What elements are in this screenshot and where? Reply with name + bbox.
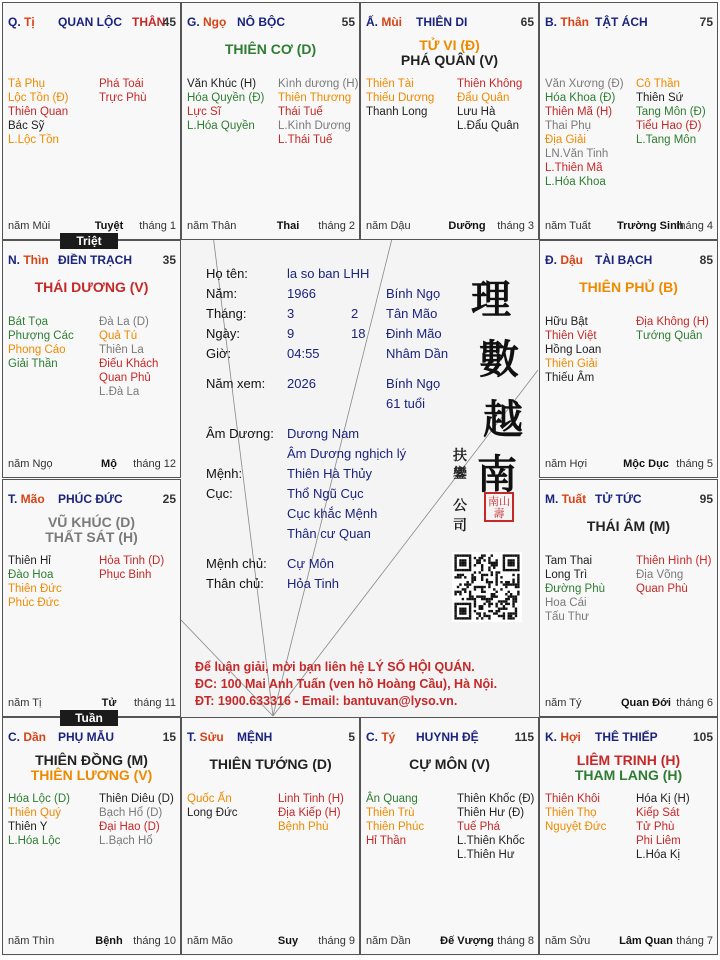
minor-star: Phong Cáo <box>8 344 66 356</box>
yin-yang-label: Âm Dương: <box>206 426 274 441</box>
palace-year: năm Tý <box>545 697 582 709</box>
small-calligraphy-1: 扶 <box>453 448 467 464</box>
palace-name: MỆNH <box>237 730 273 744</box>
palace-footer <box>366 220 534 234</box>
cuc-note-1: Cục khắc Mệnh <box>287 506 378 521</box>
minor-star: L.Hóa Khoa <box>545 176 606 188</box>
palace-month: tháng 5 <box>676 458 713 470</box>
palace-mui[interactable] <box>360 2 539 240</box>
year-value: 1966 <box>287 286 316 301</box>
palace-month: tháng 12 <box>133 458 176 470</box>
life-phase: Bệnh <box>95 935 123 947</box>
minor-star: Thiên Tài <box>366 78 414 90</box>
palace-year: năm Dậu <box>366 220 411 232</box>
star-column-right <box>457 792 534 862</box>
palace-month: tháng 11 <box>133 697 176 709</box>
month-canchi: Tân Mão <box>386 306 438 321</box>
minor-star: Kiếp Sát <box>636 807 680 819</box>
day-lunar: 18 <box>351 326 366 341</box>
palace-header <box>8 730 176 746</box>
minor-star: Bệnh Phù <box>278 821 329 833</box>
star-column-right <box>99 554 164 582</box>
main-star: THIÊN LƯƠNG (V) <box>30 767 153 783</box>
minor-star: L.Thiên Hư <box>457 849 515 861</box>
minor-star: Phi Liêm <box>636 835 681 847</box>
palace-name: ĐIỀN TRẠCH <box>58 253 132 267</box>
minor-star: Bác Sỹ <box>8 120 45 132</box>
month-value: 3 <box>287 306 295 321</box>
palace-age: 115 <box>514 730 534 744</box>
palace-name: PHỤ MẪU <box>58 730 114 744</box>
minor-star: Thiên Đức <box>8 583 62 595</box>
minor-star: L.Thiên Khốc <box>457 835 525 847</box>
palace-header <box>545 730 713 746</box>
minor-star: Thái Tuế <box>278 106 323 118</box>
cuc-note-2: Thân cư Quan <box>287 526 371 541</box>
minor-star: L.Kình Dương <box>278 120 351 132</box>
destiny-master-label: Mệnh chủ: <box>206 556 267 571</box>
minor-star: Đà La (D) <box>99 316 149 328</box>
palace-footer <box>545 220 713 234</box>
minor-star: L.Đà La <box>99 386 140 398</box>
minor-star: Phượng Các <box>8 330 74 342</box>
minor-star: L.Đẩu Quân <box>457 120 520 132</box>
day-label: Ngày: <box>206 326 240 341</box>
palace-position: Q. Tị <box>8 15 35 29</box>
palace-age: 25 <box>162 492 176 506</box>
minor-star: Hóa Kị (H) <box>636 793 690 805</box>
main-star: THAM LANG (H) <box>574 767 683 783</box>
star-column-left <box>8 792 70 848</box>
palace-age: 75 <box>699 15 713 29</box>
month-label: Tháng: <box>206 306 247 321</box>
palace-header <box>545 15 713 31</box>
palace-year: năm Ngọ <box>8 458 53 470</box>
minor-star: Điếu Khách <box>99 358 159 370</box>
palace-month: tháng 9 <box>318 935 355 947</box>
palace-month: tháng 10 <box>133 935 176 947</box>
palace-footer <box>187 220 355 234</box>
minor-star: Hỉ Thần <box>366 835 407 847</box>
minor-star: Thiên Diêu (D) <box>99 793 174 805</box>
body-master-value: Hỏa Tinh <box>287 576 340 591</box>
minor-star: Tam Thai <box>545 555 593 567</box>
calligraphy-char-1: 理 <box>471 276 511 323</box>
palace-year: năm Hợi <box>545 458 588 470</box>
minor-star: L.Thiên Mã <box>545 162 603 174</box>
palace-month: tháng 3 <box>497 220 534 232</box>
minor-star: L.Tang Môn <box>636 134 697 146</box>
star-column-left <box>187 792 238 820</box>
minor-star: Địa Giải <box>545 134 586 146</box>
star-column-right <box>278 77 358 147</box>
than-marker: THÂN <box>132 15 166 29</box>
palace-position: C. Dần <box>8 730 47 744</box>
main-star: TỬ VI (Đ) <box>419 37 480 53</box>
minor-star: Tang Môn (Đ) <box>636 106 706 118</box>
minor-star: Thiên Quan <box>8 106 69 118</box>
palace-name: NÔ BỘC <box>237 15 285 29</box>
palace-position: C. Tý <box>366 730 396 744</box>
minor-star: Tấu Thư <box>545 611 589 623</box>
star-column-right <box>99 315 158 399</box>
small-calligraphy-2: 鑾 <box>453 466 467 482</box>
palace-name: QUAN LỘC <box>58 15 122 29</box>
destiny-value: Thiên Hà Thủy <box>287 466 373 481</box>
qr-code-icon[interactable] <box>452 552 522 622</box>
minor-star: Thiên Mã (H) <box>545 106 613 118</box>
palace-year: năm Thìn <box>8 935 55 947</box>
minor-star: Tiểu Hao (Đ) <box>636 120 702 132</box>
palace-header <box>8 492 176 508</box>
minor-star: Bạch Hổ (D) <box>99 807 163 819</box>
star-column-left <box>545 77 624 189</box>
palace-ngo[interactable] <box>181 2 360 240</box>
palace-position: K. Hợi <box>545 730 581 744</box>
palace-footer <box>545 935 713 949</box>
palace-header <box>545 492 713 508</box>
palace-name: TỬ TỨC <box>595 492 642 506</box>
palace-year: năm Thân <box>187 220 237 232</box>
name-value: la so ban LHH <box>287 266 370 281</box>
palace-age: 35 <box>162 253 176 267</box>
minor-star: Thiên Y <box>8 821 48 833</box>
palace-header <box>8 253 176 269</box>
main-star: THÁI DƯƠNG (V) <box>34 279 149 295</box>
star-column-left <box>366 77 434 119</box>
minor-star: Địa Không (H) <box>636 316 709 328</box>
star-column-left <box>8 554 62 610</box>
palace-month: tháng 1 <box>139 220 176 232</box>
palace-footer <box>8 220 176 234</box>
palace-dau[interactable] <box>539 240 718 478</box>
minor-star: Hóa Lộc (D) <box>8 793 70 805</box>
palace-year: năm Tị <box>8 697 42 709</box>
life-phase: Suy <box>277 935 299 947</box>
life-phase: Mộ <box>101 458 117 470</box>
palace-age: 5 <box>348 730 355 744</box>
star-column-left <box>8 315 74 371</box>
palace-header <box>8 15 176 31</box>
palace-year: năm Sửu <box>545 935 591 947</box>
main-star: THIÊN TƯỚNG (D) <box>209 756 332 772</box>
minor-star: Thiên Việt <box>545 330 597 342</box>
star-column-left <box>187 77 264 133</box>
palace-mao[interactable] <box>2 479 181 717</box>
star-column-left <box>366 792 424 848</box>
main-star: THÁI ÂM (M) <box>586 518 671 534</box>
palace-month: tháng 6 <box>676 697 713 709</box>
palace-name: THIÊN DI <box>416 15 468 29</box>
minor-star: Thiếu Dương <box>366 92 435 104</box>
palace-position: M. Tuất <box>545 492 587 506</box>
minor-star: Cô Thần <box>636 78 680 90</box>
palace-position: N. Thìn <box>8 253 49 267</box>
contact-address: ĐC: 100 Mai Anh Tuấn (ven hồ Hoàng Cầu), Hà Nội. <box>195 677 498 691</box>
tuan-marker: Tuần <box>60 710 118 726</box>
minor-star: Hữu Bật <box>545 316 588 328</box>
star-column-right <box>636 792 690 862</box>
main-star: THIÊN ĐỒNG (M) <box>35 752 148 768</box>
minor-star: L.Thái Tuế <box>278 134 333 146</box>
palace-ty[interactable] <box>360 717 539 955</box>
life-phase: Mộc Dục <box>623 458 669 470</box>
minor-star: Đường Phù <box>545 583 605 595</box>
palace-age: 55 <box>341 15 355 29</box>
star-column-right <box>99 792 174 848</box>
day-value: 9 <box>287 326 295 341</box>
minor-star: Thanh Long <box>366 106 428 118</box>
life-phase: Tử <box>101 697 117 709</box>
minor-star: Linh Tinh (H) <box>278 793 344 805</box>
hour-label: Giờ: <box>206 346 232 361</box>
minor-star: Phúc Đức <box>8 597 60 609</box>
day-canchi: Đinh Mão <box>386 326 442 341</box>
palace-position: T. Mão <box>8 492 45 506</box>
minor-star: Quả Tú <box>99 330 138 342</box>
minor-star: Thiên Sứ <box>636 92 684 104</box>
star-column-left <box>545 315 601 385</box>
hour-canchi: Nhâm Dần <box>386 346 449 361</box>
contact-phone-email[interactable]: ĐT: 1900.633316 - Email: bantuvan@lyso.vn. <box>195 694 458 708</box>
palace-year: năm Mão <box>187 935 233 947</box>
destiny-label: Mệnh: <box>206 466 243 481</box>
life-phase: Quan Đới <box>621 697 671 709</box>
minor-star: Lực Sĩ <box>187 106 221 118</box>
life-phase: Trường Sinh <box>617 220 684 232</box>
minor-star: L.Bạch Hổ <box>99 835 153 847</box>
life-phase: Lâm Quan <box>619 935 673 947</box>
minor-star: Thiên Hỉ <box>8 555 51 567</box>
view-year-canchi: Bính Ngọ <box>386 376 441 391</box>
minor-star: Quan Phủ <box>99 372 151 384</box>
minor-star: Đào Hoa <box>8 569 54 581</box>
palace-footer <box>8 697 176 711</box>
small-calligraphy-4: 司 <box>453 518 467 534</box>
palace-name: TÀI BẠCH <box>595 253 653 267</box>
minor-star: Tử Phù <box>636 821 675 833</box>
cuc-value: Thổ Ngũ Cục <box>287 486 364 501</box>
minor-star: Thiên Thương <box>278 92 352 104</box>
main-star: THIÊN PHỦ (B) <box>579 279 678 295</box>
calligraphy-char-3: 越 <box>483 396 523 443</box>
minor-star: Quan Phù <box>636 583 688 595</box>
main-star: THẤT SÁT (H) <box>45 529 138 545</box>
minor-star: Kình dương (H) <box>278 78 359 90</box>
red-seal-stamp: 南山壽 <box>484 492 514 522</box>
minor-star: Tuế Phá <box>457 821 501 833</box>
cuc-label: Cục: <box>206 486 233 501</box>
minor-star: Thiên Trù <box>366 807 415 819</box>
palace-age: 85 <box>699 253 713 267</box>
main-star: VŨ KHÚC (D) <box>47 514 136 530</box>
star-column-right <box>636 77 706 147</box>
palace-footer <box>366 935 534 949</box>
minor-star: Thiên Phúc <box>366 821 425 833</box>
minor-star: Phục Binh <box>99 569 152 581</box>
star-column-right <box>99 77 147 105</box>
chart-center-panel <box>181 240 539 717</box>
minor-star: Tả Phụ <box>8 78 46 90</box>
minor-star: Hóa Khoa (Đ) <box>545 92 616 104</box>
palace-month: tháng 8 <box>497 935 534 947</box>
minor-star: Thiên Không <box>457 78 523 90</box>
life-phase: Tuyệt <box>94 220 124 232</box>
palace-name: PHÚC ĐỨC <box>58 492 123 506</box>
palace-thin[interactable] <box>2 240 181 478</box>
minor-star: Hóa Quyền (Đ) <box>187 92 265 104</box>
minor-star: LN.Văn Tinh <box>545 148 609 160</box>
minor-star: Thiên Khôi <box>545 793 600 805</box>
yin-yang-note: Âm Dương nghịch lý <box>287 446 407 461</box>
minor-star: Hoa Cái <box>545 597 587 609</box>
minor-star: Tướng Quân <box>636 330 703 342</box>
palace-suu[interactable] <box>181 717 360 955</box>
minor-star: Thiếu Âm <box>545 372 595 384</box>
name-label: Họ tên: <box>206 266 248 281</box>
palace-hoi[interactable] <box>539 717 718 955</box>
view-year-value: 2026 <box>287 376 316 391</box>
palace-age: 105 <box>692 730 713 744</box>
minor-star: Thiên Khốc (Đ) <box>457 793 535 805</box>
minor-star: Long Đức <box>187 807 238 819</box>
palace-name: THÊ THIẾP <box>595 730 658 744</box>
main-star: LIÊM TRINH (H) <box>576 752 681 768</box>
minor-star: Giải Thần <box>8 358 58 370</box>
minor-star: Địa Kiếp (H) <box>278 807 341 819</box>
minor-star: L.Hóa Kị <box>636 849 681 861</box>
palace-year: năm Mùi <box>8 220 51 232</box>
palace-footer <box>187 935 355 949</box>
palace-name: HUYNH ĐỆ <box>416 730 479 744</box>
palace-position: T. Sửu <box>187 730 224 744</box>
calligraphy-char-4: 南 <box>477 451 517 498</box>
month-lunar: 2 <box>351 306 359 321</box>
palace-month: tháng 2 <box>318 220 355 232</box>
palace-ti[interactable] <box>2 2 181 240</box>
palace-dan[interactable] <box>2 717 181 955</box>
palace-age: 45 <box>162 15 176 29</box>
body-master-label: Thân chủ: <box>206 576 264 591</box>
minor-star: Phá Toái <box>99 78 144 90</box>
minor-star: Địa Võng <box>636 569 684 581</box>
tu-vi-chart <box>2 2 718 956</box>
palace-age: 95 <box>699 492 713 506</box>
minor-star: Bát Tọa <box>8 316 49 328</box>
minor-star: Lưu Hà <box>457 106 496 118</box>
minor-star: Ân Quang <box>366 793 418 805</box>
palace-header <box>366 730 534 746</box>
palace-than[interactable] <box>539 2 718 240</box>
star-column-left <box>8 77 69 147</box>
hour-value: 04:55 <box>287 346 320 361</box>
star-column-right <box>636 315 709 343</box>
minor-star: L.Lộc Tồn <box>8 134 59 146</box>
minor-star: Long Trì <box>545 569 588 581</box>
minor-star: Văn Khúc (H) <box>187 78 257 90</box>
view-year-label: Năm xem: <box>206 376 266 391</box>
year-label: Năm: <box>206 286 238 301</box>
life-phase: Đế Vượng <box>440 935 494 947</box>
minor-star: Lộc Tồn (Đ) <box>8 92 69 104</box>
minor-star: L.Hóa Lộc <box>8 835 61 847</box>
palace-header <box>187 15 355 31</box>
minor-star: Trực Phù <box>99 92 147 104</box>
palace-position: Ấ. Mùi <box>366 15 403 29</box>
palace-position: B. Thân <box>545 15 590 29</box>
small-calligraphy-3: 公 <box>453 498 467 514</box>
main-star: PHÁ QUÂN (V) <box>400 52 499 68</box>
minor-star: Thiên Thọ <box>545 807 597 819</box>
minor-star: Thiên Hư (Đ) <box>457 807 525 819</box>
star-column-right <box>457 77 522 133</box>
palace-header <box>545 253 713 269</box>
minor-star: Đẩu Quân <box>457 92 510 104</box>
main-star: CỰ MÔN (V) <box>409 756 490 772</box>
palace-header <box>187 730 355 746</box>
palace-name: TẬT ÁCH <box>595 15 648 29</box>
minor-star: Thiên La <box>99 344 144 356</box>
minor-star: Thiên Giải <box>545 358 598 370</box>
palace-age: 15 <box>162 730 176 744</box>
minor-star: Hồng Loan <box>545 344 602 356</box>
minor-star: Nguyệt Đức <box>545 821 607 833</box>
star-column-left <box>545 554 605 624</box>
star-column-right <box>278 792 344 834</box>
triet-marker: Triệt <box>60 233 118 249</box>
destiny-master-value: Cự Môn <box>287 556 334 571</box>
life-phase: Thai <box>276 220 300 232</box>
minor-star: Thiên Hình (H) <box>636 555 712 567</box>
yin-yang-value: Dương Nam <box>287 426 360 441</box>
year-canchi: Bính Ngọ <box>386 286 441 301</box>
palace-header <box>366 15 534 31</box>
palace-year: năm Dần <box>366 935 411 947</box>
main-star: THIÊN CƠ (D) <box>224 41 317 57</box>
minor-star: L.Hóa Quyền <box>187 120 255 132</box>
palace-footer <box>545 697 713 711</box>
star-column-left <box>545 792 606 834</box>
minor-star: Quốc Ấn <box>187 793 232 805</box>
star-column-right <box>636 554 711 596</box>
age-value: 61 tuổi <box>386 396 426 411</box>
minor-star: Văn Xương (Đ) <box>545 78 624 90</box>
minor-star: Thiên Quý <box>8 807 62 819</box>
palace-position: Đ. Dậu <box>545 253 584 267</box>
palace-footer <box>8 935 176 949</box>
palace-tuat[interactable] <box>539 479 718 717</box>
palace-footer <box>545 458 713 472</box>
life-phase: Dưỡng <box>448 220 486 232</box>
minor-star: Hỏa Tinh (D) <box>99 555 165 567</box>
palace-age: 65 <box>520 15 534 29</box>
calligraphy-char-2: 數 <box>479 336 519 383</box>
contact-line-1: Để luận giải, mời bạn liên hệ LÝ SỐ HỘI QUÁN. <box>195 660 475 674</box>
palace-footer <box>8 458 176 472</box>
palace-month: tháng 4 <box>676 220 713 232</box>
palace-position: G. Ngọ <box>187 15 227 29</box>
palace-year: năm Tuất <box>545 220 591 232</box>
palace-month: tháng 7 <box>676 935 713 947</box>
minor-star: Đại Hao (D) <box>99 821 160 833</box>
minor-star: Thai Phụ <box>545 120 592 132</box>
